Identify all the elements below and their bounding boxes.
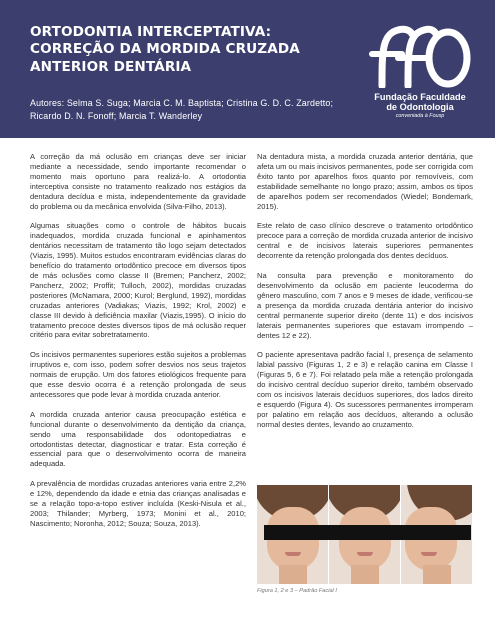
paragraph: O paciente apresentava padrão facial I, presença de selamento labial passivo (Figuras 1, 2 e 3) e relação canina em Classe I (Figuras 5, 6 e 7). Foi relatado pela mãe a retenção prolongada do incisivo central decíduo superior direito, também observado com os incisivos laterais decíduos superiores, dos lados direito e esquerdo (Figura 4). Os sucessores permanentes irromperam por palatino em relação aos decíduos, alterando a oclusão normal destes dentes, levando ao cruzamento. xyxy=(257,350,473,429)
title-line: CORREÇÃO DA MORDIDA CRUZADA xyxy=(30,41,300,58)
paragraph: A mordida cruzada anterior causa preocupação estética e funcional durante o desenvolvimento da dentição da criança, sendo uma responsabilidade dos odontopediatras e ortodontistas detectar, diagnosticar e tratar. Esta correção é essencial para que o desenvolvimento ocorra de maneira adequada. xyxy=(30,409,246,469)
paragraph: Algumas situações como o controle de hábitos bucais inadequados, mordida cruzada funcional e apinhamentos dentários necessitam de tratamento tão logo sejam detectados (Viazis, 1995). Muitos estudos encontraram evidências claras do benefício do tratamento ortodôntico precoce em diversos tipos de más oclusões como classe II (Bremen; Pancherz, 2002; Pancherz, 2002; Proffit; Tulloch, 2002), mordidas cruzadas posteriores (McNamara, 2000; Kurol; Berglund, 1992), mordidas cruzadas anteriores (Vadiakas; Viazis, 1992; Krol, 2002) e classe III devido à deficiência maxilar (Viazis,1995). O início do tratamento precoce destes diversos tipos de má oclusão requer critério para evitar sobretratamento. xyxy=(30,221,246,340)
logo-line-3: conveniada à Fousp xyxy=(395,113,445,119)
paragraph: Na dentadura mista, a mordida cruzada anterior dentária, que afeta um ou mais incisivos permanentes, pode ser corrigida com êxito tanto por aparelhos fixos quanto por removíveis, com estabilidade semelhante no longo prazo; assim, ambos os tipos de aparelhos podem ser recomendados (Wiedel; Bondemark, 2015). xyxy=(257,152,473,211)
left-column xyxy=(30,152,246,539)
ffo-logo xyxy=(360,18,480,133)
article-title xyxy=(30,24,330,76)
paragraph: Este relato de caso clínico descreve o tratamento ortodôntico precoce para a correção de mordida cruzada anterior de incisivo central e de incisivos laterais superiores permanentes decorrente da retenção prolongada dos dentes decíduos. xyxy=(257,221,473,261)
ffo-logo-mark-icon xyxy=(368,22,472,88)
paragraph: A prevalência de mordidas cruzadas anteriores varia entre 2,2% e 12%, dependendo da idade e etnia das crianças analisadas e se a relação topo-a-topo estiver incluída (Keski-Nisula et al., 2003; Thilander; Myrberg, 1973; Monini et al., 2010; Nascimento; Noronha, 2012; Souza; Souza, 2013). xyxy=(30,479,246,528)
title-line: ORTODONTIA INTERCEPTATIVA: xyxy=(30,24,272,40)
figure-caption: Figura 1, 2 e 3 – Padrão Facial I xyxy=(257,588,337,594)
logo-line-2: de Odontologia xyxy=(386,102,454,112)
title-line: ANTERIOR DENTÁRIA xyxy=(30,58,192,75)
eye-censor-bar xyxy=(264,525,471,540)
logo-line-1: Fundação Faculdade xyxy=(374,92,466,102)
paragraph: Na consulta para prevenção e monitoramento do desenvolvimento da oclusão em paciente leucoderma do gênero masculino, com 7 anos e 9 meses de idade, verificou-se a presença da mordida cruzada dentária anterior do incisivo central permanente superior direito (dente 11) e dos incisivos laterais permanentes superiores que estavam irrompendo – dentes 12 e 22). xyxy=(257,271,473,340)
right-column xyxy=(257,152,473,440)
paragraph: Os incisivos permanentes superiores estão sujeitos a problemas irruptivos e, com isso, podem sofrer desvios nos seus trajetos normais de erupção. Um dos fatores etiológicos frequente para que esse desvio ocorra é a retenção prolongada de seus antecessores que pode levar à mordida cruzada anterior. xyxy=(30,350,246,399)
header-banner xyxy=(0,0,495,138)
authors: Autores: Selma S. Suga; Marcia C. M. Baptista; Cristina G. D. C. Zardetto; Ricardo D. N. Fonoff; Marcia T. Wanderley xyxy=(30,98,334,121)
paragraph: A correção da má oclusão em crianças deve ser iniciar mediante a necessidade, sendo importante recomendar o momento mais oportuno para realizá-lo. A ortodontia interceptiva consiste no tratamento realizado nos estágios da dentadura decídua e mista, independentemente da gravidade do problema ou da mecânica envolvida (Silva-Filho, 2013). xyxy=(30,152,246,211)
